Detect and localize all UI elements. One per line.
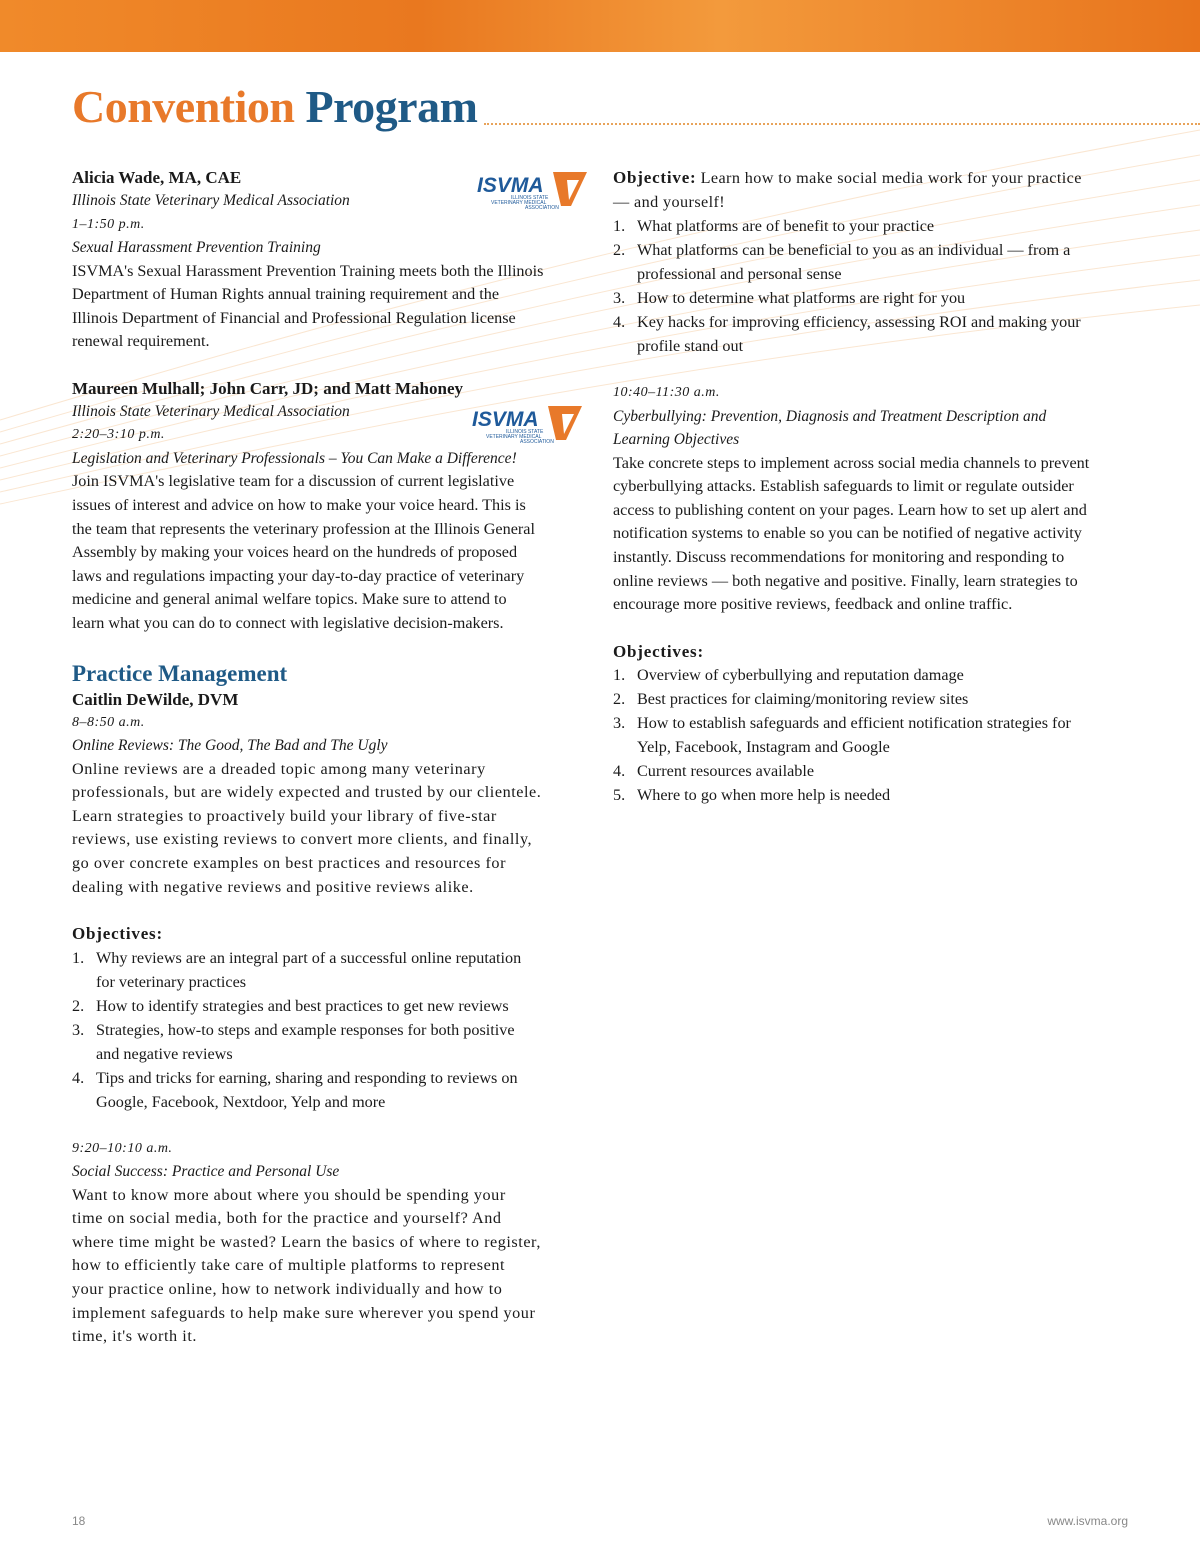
page-title bbox=[72, 80, 477, 133]
session-cyberbullying bbox=[613, 381, 1138, 807]
session-time: 1–1:50 p.m. bbox=[72, 216, 145, 232]
title-dotted-rule bbox=[484, 123, 1200, 125]
session-legislation bbox=[72, 377, 592, 636]
objectives-heading: Objectives: bbox=[72, 924, 163, 944]
logo-sub2: VETERINARY MEDICAL bbox=[491, 200, 547, 206]
session-title: Social Success: Practice and Personal Use bbox=[72, 1163, 340, 1181]
title-word-program: Program bbox=[305, 81, 478, 132]
session-description: ISVMA's Sexual Harassment Prevention Training meets both the Illinois Department of Human Rights annual training requirement and the Illinois Department of Financial and Professional Regulation license renewal requirement. bbox=[72, 261, 544, 351]
list-item: 1. Why reviews are an integral part of a successful online reputation for veterinary practices bbox=[72, 948, 522, 991]
list-item: 3. How to establish safeguards and efficient notification strategies for Yelp, Facebook, Instagram and Google bbox=[613, 714, 1071, 757]
objective-line: Objective: Learn how to make social media work for your practice bbox=[613, 168, 1082, 187]
session-description: Online reviews are a dreaded topic among many veterinary professionals, but are widely expected and trusted by our clientele. Learn strategies to proactively build your library of five-star reviews, use existing reviews to convert more clients, and finally, go over concrete examples on best practices and resources for dealing with negative reviews and positive reviews alike. bbox=[72, 759, 542, 896]
objectives-list bbox=[613, 663, 1138, 807]
list-item: 4. Tips and tricks for earning, sharing and responding to reviews on Google, Facebook, Nextdoor, Yelp and more bbox=[72, 1068, 518, 1111]
speaker-name: Caitlin DeWilde, DVM bbox=[72, 689, 239, 709]
logo-sub3: ASSOCIATION bbox=[520, 439, 554, 445]
objectives-list bbox=[72, 946, 592, 1114]
left-column bbox=[72, 166, 592, 1349]
session-time: 9:20–10:10 a.m. bbox=[72, 1140, 173, 1156]
list-item: 2. What platforms can be beneficial to you as an individual — from a professional and personal sense bbox=[613, 241, 1071, 284]
logo-wordmark: ISVMA bbox=[472, 408, 539, 431]
logo-wordmark: ISVMA bbox=[477, 174, 544, 197]
footer-url[interactable]: www.isvma.org bbox=[1047, 1514, 1128, 1528]
logo-sub1: ILLINOIS STATE bbox=[506, 429, 544, 435]
session-sexual-harassment bbox=[72, 166, 592, 354]
list-item: 3. Strategies, how-to steps and example responses for both positive and negative reviews bbox=[72, 1020, 515, 1063]
speaker-name: Alicia Wade, MA, CAE bbox=[72, 168, 242, 187]
session-time: 2:20–3:10 p.m. bbox=[72, 427, 165, 443]
list-item: 4. Key hacks for improving efficiency, assessing ROI and making your profile stand out bbox=[613, 313, 1081, 356]
session-description: Join ISVMA's legislative team for a discussion of current legislative issues of interest and advice on how to make your voice heard. This is the team that represents the veterinary profession at the Illinois General Assembly by making your voices heard on the hundreds of proposed laws and regulations impacting your day-to-day practice of veterinary medicine and general animal welfare topics. Make sure to attend to learn what you can do to connect with legislative decision-makers. bbox=[72, 472, 535, 632]
objectives-heading: Objectives: bbox=[613, 641, 704, 661]
page-number: 18 bbox=[72, 1514, 86, 1528]
objective-line-cont: — and yourself! bbox=[613, 192, 726, 211]
logo-sub3: ASSOCIATION bbox=[525, 205, 559, 211]
list-item: 1. Overview of cyberbullying and reputation damage bbox=[613, 666, 964, 685]
list-item: 3. How to determine what platforms are right for you bbox=[613, 289, 966, 308]
speaker-org: Illinois State Veterinary Medical Association bbox=[72, 402, 350, 420]
speaker-name: Maureen Mulhall; John Carr, JD; and Matt Mahoney bbox=[72, 378, 463, 398]
title-word-convention: Convention bbox=[72, 81, 295, 132]
list-item: 5. Where to go when more help is needed bbox=[613, 786, 891, 805]
session-social-success bbox=[72, 1137, 592, 1349]
objective-label: Objective: bbox=[613, 168, 697, 187]
header-band bbox=[0, 0, 1200, 52]
session-description: Want to know more about where you should be spending your time on social media, both for the practice and yourself? And where time might be wasted? Learn the basics of where to register, how to efficiently take care of multiple platforms to represent your practice online, how to network individually and how to implement safeguards to help make sure wherever you spend your time, it's worth it. bbox=[72, 1185, 541, 1346]
list-item: 2. How to identify strategies and best practices to get new reviews bbox=[72, 996, 509, 1015]
session-time: 10:40–11:30 a.m. bbox=[613, 385, 720, 401]
session-title: Legislation and Veterinary Professionals – You Can Make a Difference! bbox=[72, 449, 517, 467]
session-online-reviews bbox=[72, 688, 592, 1114]
logo-sub1: ILLINOIS STATE bbox=[511, 195, 549, 201]
session-social-success-objective bbox=[613, 166, 1138, 358]
logo-sub2: VETERINARY MEDICAL bbox=[486, 434, 542, 440]
section-heading-practice-management: Practice Management bbox=[72, 660, 288, 686]
speaker-org: Illinois State Veterinary Medical Association bbox=[72, 192, 350, 209]
session-time: 8–8:50 a.m. bbox=[72, 714, 145, 730]
list-item: 1. What platforms are of benefit to your practice bbox=[613, 217, 935, 236]
session-title: Online Reviews: The Good, The Bad and The Ugly bbox=[72, 737, 388, 755]
session-title: Cyberbullying: Prevention, Diagnosis and Treatment Description and Learning Objectives bbox=[613, 407, 1047, 449]
session-description: Take concrete steps to implement across social media channels to prevent cyberbullying attacks. Establish safeguards to limit or regulate outsider access to publishing content on your pages. Learn how to set up alert and notification systems to enable so you can be notified of negative activity instantly. Discuss recommendations for monitoring and responding to online reviews — both negative and positive. Finally, learn strategies to encourage more positive reviews, feedback and online traffic. bbox=[613, 453, 1090, 614]
list-item: 4. Current resources available bbox=[613, 762, 815, 781]
objectives-list bbox=[613, 214, 1138, 358]
right-column bbox=[613, 166, 1138, 807]
list-item: 2. Best practices for claiming/monitoring review sites bbox=[613, 690, 969, 709]
session-title: Sexual Harassment Prevention Training bbox=[72, 239, 321, 256]
